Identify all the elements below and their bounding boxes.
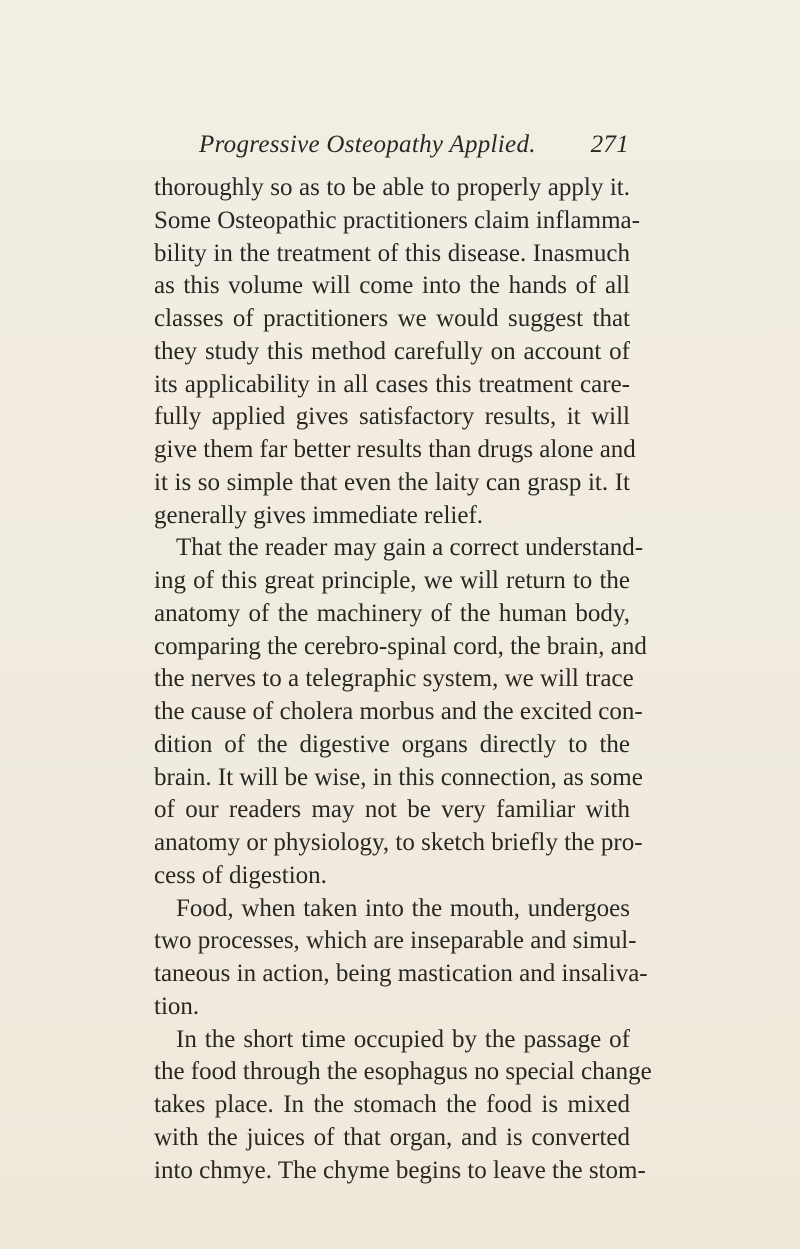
text-line: of our readers may not be very familiar with [154, 796, 630, 824]
text-line: give them far better results than drugs alone and [154, 436, 636, 463]
text-line: it is so simple that even the laity can grasp it. It [154, 468, 630, 496]
text-line: with the juices of that organ, and is converted [154, 1123, 630, 1151]
text-line: into chmye. The chyme begins to leave the stom- [154, 1156, 646, 1184]
text-line: That the reader may gain a correct understand- [176, 534, 644, 562]
text-line: classes of practitioners we would suggest that [154, 305, 630, 332]
body-text [154, 172, 652, 1187]
text-line: anatomy of the machinery of the human body, [154, 599, 630, 627]
text-line: taneous in action, being mastication and insaliva- [154, 960, 648, 987]
text-line: the cause of cholera morbus and the excited con- [154, 698, 643, 725]
text-line: ing of this great principle, we will return to the [154, 567, 630, 594]
text-line: its applicability in all cases this treatment care- [154, 370, 630, 398]
text-line: the food through the esophagus no special change [154, 1058, 652, 1086]
text-line: Some Osteopathic practitioners claim inflamma- [154, 206, 640, 234]
text-line: they study this method carefully on account of [154, 337, 630, 365]
text-line: the nerves to a telegraphic system, we will trace [154, 665, 634, 693]
text-line: Food, when taken into the mouth, undergoes [176, 894, 630, 922]
text-line: thoroughly so as to be able to properly apply it. [154, 174, 630, 201]
running-title: Progressive Osteopathy Applied. [199, 131, 536, 158]
text-line: generally gives immediate relief. [154, 501, 484, 529]
text-line: tion. [154, 992, 200, 1020]
text-line: bility in the treatment of this disease. Inasmuch [154, 239, 630, 267]
text-line: anatomy or physiology, to sketch briefly the pro- [154, 829, 643, 856]
text-line: as this volume will come into the hands of all [154, 272, 630, 300]
text-line: comparing the cerebro-spinal cord, the brain, and [154, 632, 647, 660]
text-line: fully applied gives satisfactory results, it will [154, 403, 630, 431]
page-number: 271 [590, 131, 629, 158]
text-line: cess of digestion. [154, 861, 327, 889]
text-line: dition of the digestive organs directly to the [154, 730, 630, 758]
text-line: In the short time occupied by the passage of [176, 1025, 630, 1053]
text-line: takes place. In the stomach the food is mixed [154, 1091, 630, 1118]
text-line: two processes, which are inseparable and simul- [154, 927, 637, 955]
running-head [199, 131, 629, 167]
text-line: brain. It will be wise, in this connection, as some [154, 763, 643, 791]
